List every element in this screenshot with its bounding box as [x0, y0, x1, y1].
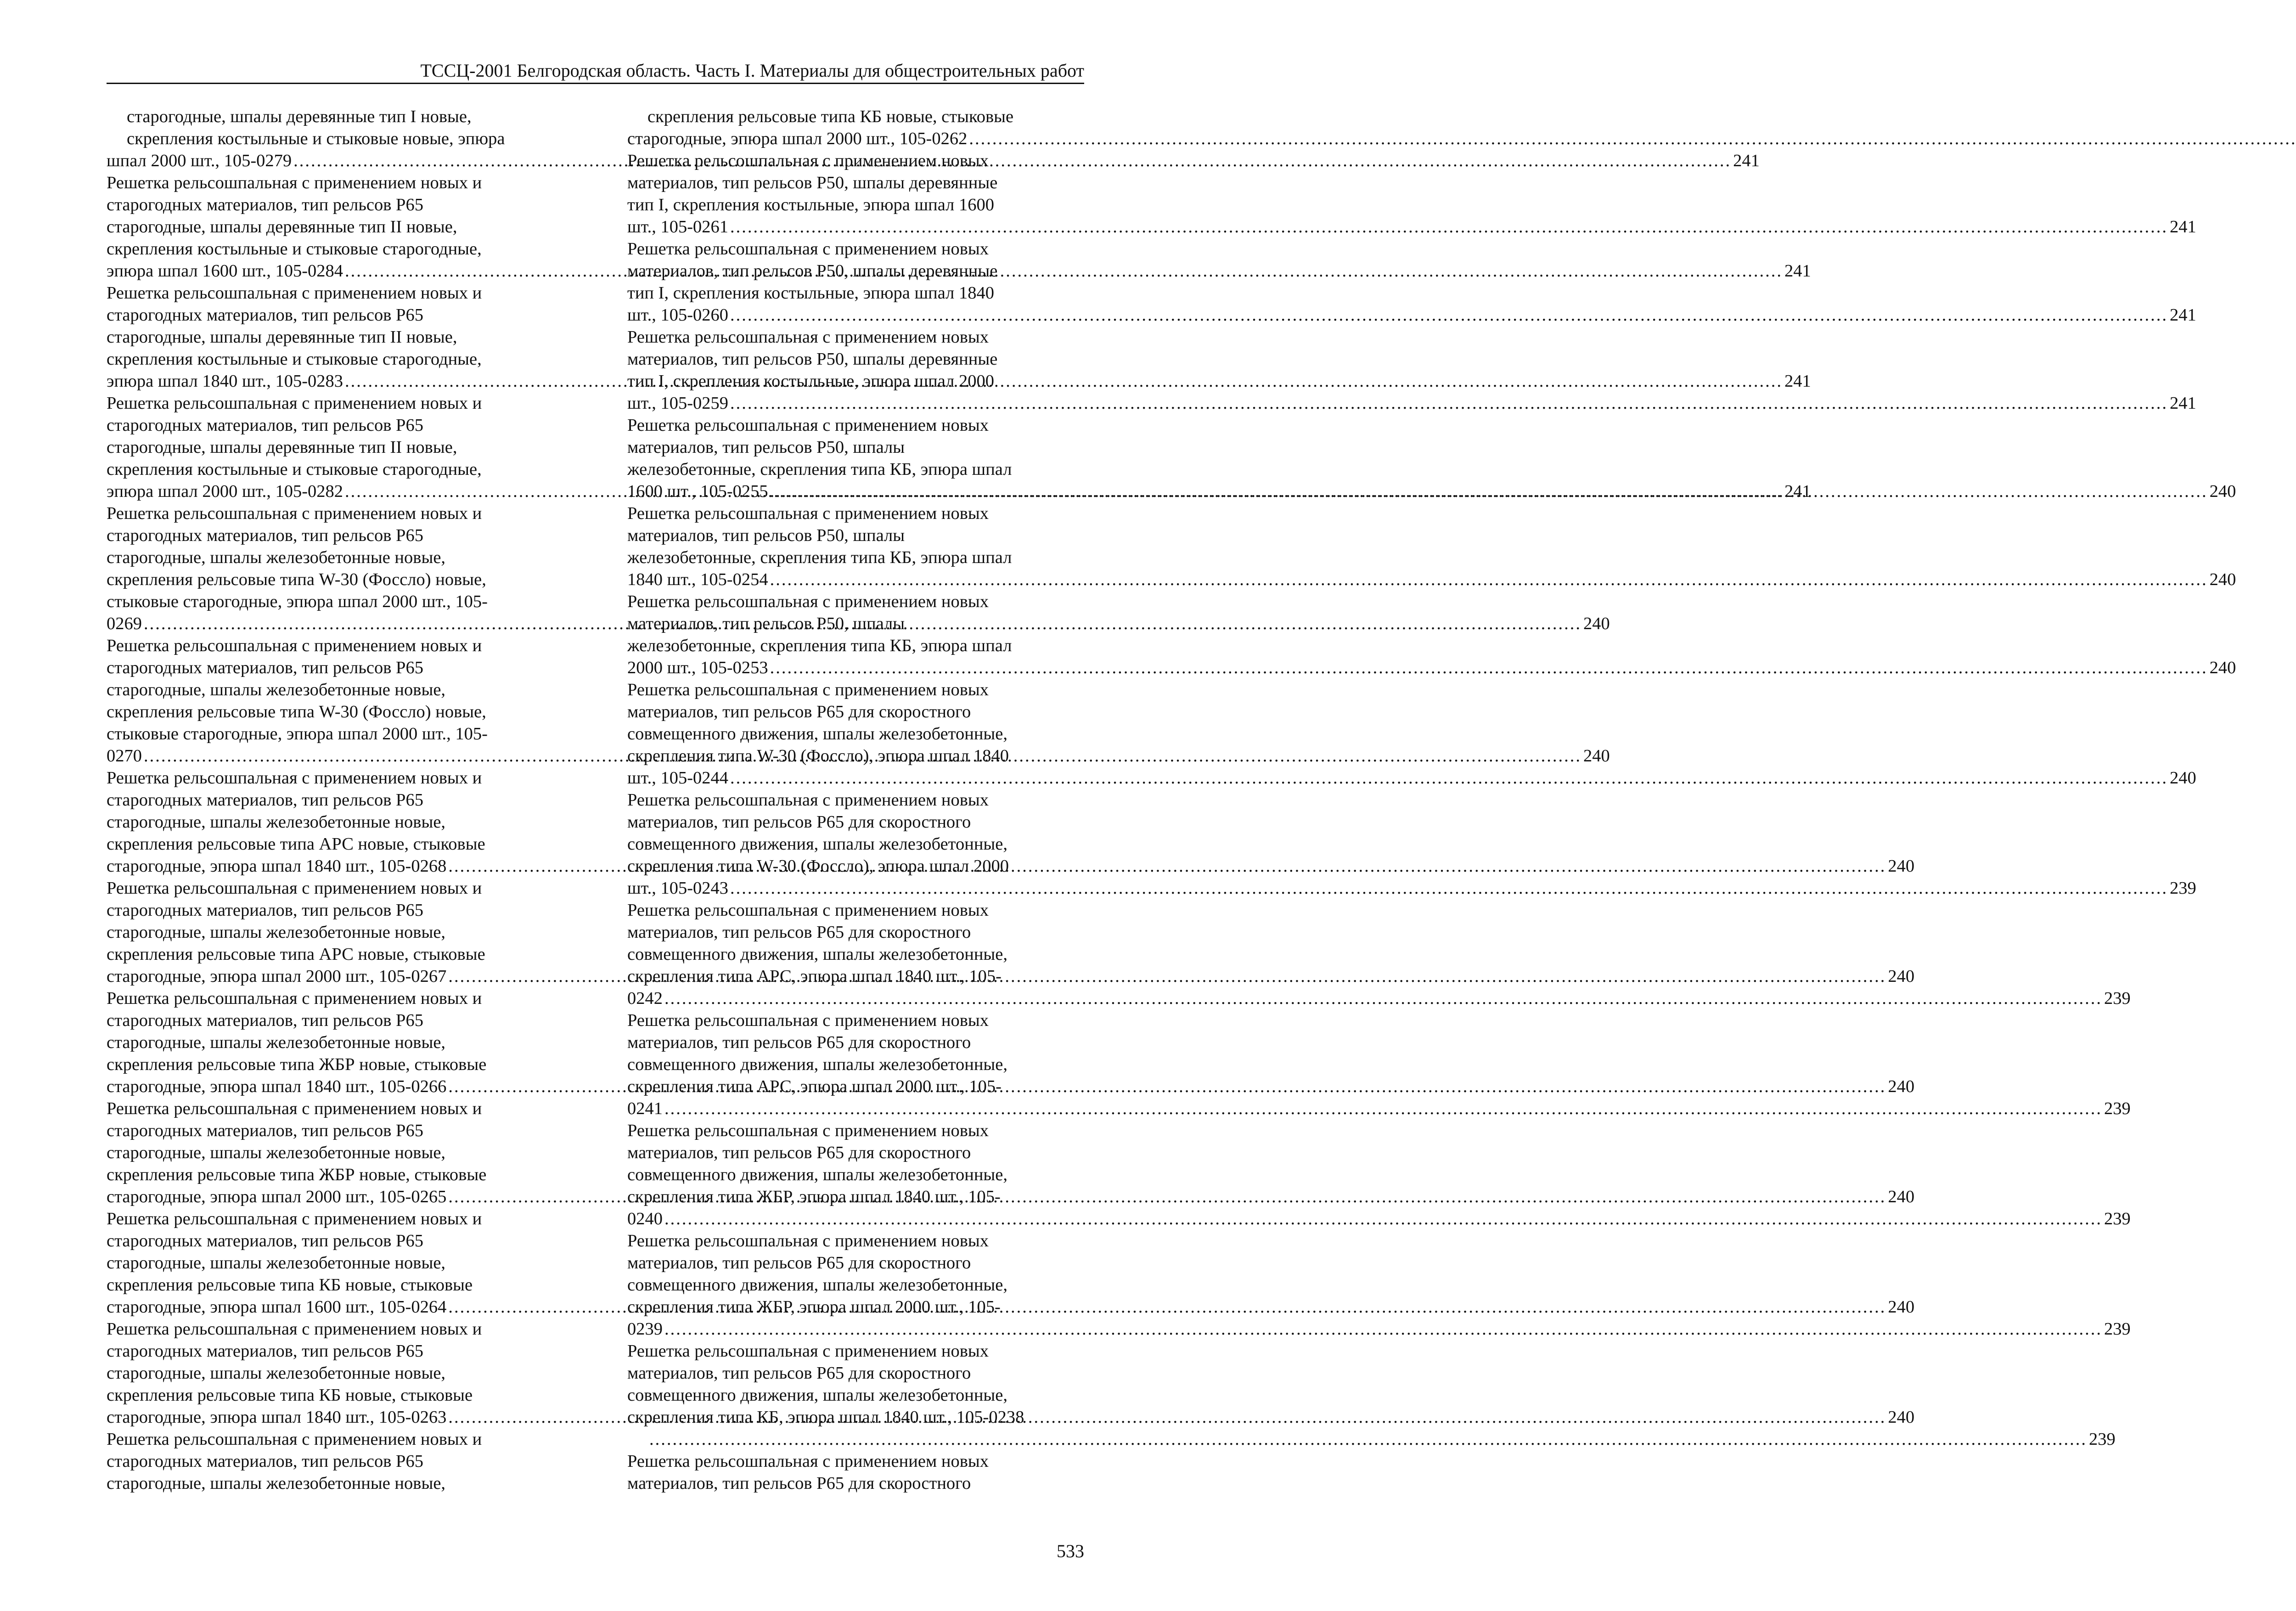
- entry-line: скрепления рельсовые типа ЖБР новые, стыковые: [107, 1055, 487, 1074]
- entry-line: материалов, тип рельсов Р65 для скоростного: [627, 1253, 971, 1273]
- entry-line: Решетка рельсошпальная с применением новых: [627, 592, 989, 611]
- entry-line: Решетка рельсошпальная с применением новых: [627, 790, 989, 810]
- entry-line: стыковые старогодные, эпюра шпал 2000 шт., 105-: [107, 592, 488, 611]
- entry-line: шт., 105-0243: [627, 879, 729, 898]
- entry-page-ref: 240: [1888, 967, 1915, 986]
- entry-page-ref: 240: [1583, 614, 1610, 633]
- entry-line: материалов, тип рельсов Р65 для скоростного: [627, 1033, 971, 1052]
- index-entry: [627, 238, 2196, 326]
- entry-line: скрепления типа ЖБР, эпюра шпал 2000 шт., 105-: [627, 1297, 1001, 1317]
- entry-line: Решетка рельсошпальная с применением новых и: [107, 636, 482, 655]
- entry-line: Решетка рельсошпальная с применением новых и: [107, 989, 482, 1008]
- dot-leader: [730, 304, 2168, 326]
- entry-line: старогодные, эпюра шпал 1840 шт., 105-0263: [107, 1408, 447, 1427]
- entry-line: материалов, тип рельсов Р65 для скоростного: [627, 1143, 971, 1162]
- entry-line: шт., 105-0260: [627, 305, 729, 325]
- entry-line: скрепления рельсовые типа КБ новые, стыковые: [647, 107, 1014, 126]
- entry-line: 0240: [627, 1209, 663, 1228]
- entry-line: тип I, скрепления костыльные, эпюра шпал 2000: [627, 372, 994, 391]
- entry-line: скрепления типа АРС, эпюра шпал 1840 шт., 105-: [627, 967, 1002, 986]
- entry-line: скрепления рельсовые типа ЖБР новые, стыковые: [107, 1165, 487, 1184]
- entry-page-ref: 239: [2089, 1430, 2116, 1449]
- entry-line: Решетка рельсошпальная с применением новых: [627, 504, 989, 523]
- dot-leader: [730, 767, 2168, 789]
- entry-line: скрепления костыльные и стыковые старогодные,: [107, 349, 482, 369]
- entry-line: скрепления типа W-30 (Фоссло), эпюра шпал 1840: [627, 746, 1009, 766]
- entry-line: старогодные, шпалы железобетонные новые,: [107, 923, 446, 942]
- entry-line: старогодные, шпалы деревянные тип I новые,: [127, 107, 472, 126]
- dot-leader: [730, 877, 2168, 899]
- entry-line: материалов, тип рельсов Р50, шпалы: [627, 526, 905, 545]
- entry-line: Решетка рельсошпальная с применением новых: [627, 901, 989, 920]
- dot-leader: [664, 987, 2102, 1009]
- entry-line: материалов, тип рельсов Р65 для скоростного: [627, 812, 971, 832]
- entry-line: 0239: [627, 1319, 663, 1339]
- entry-line: 2000 шт., 105-0253: [627, 658, 768, 677]
- entry-line: Решетка рельсошпальная с применением новых и: [107, 1430, 482, 1449]
- entry-line: Решетка рельсошпальная с применением новых: [627, 1011, 989, 1030]
- entry-line: скрепления рельсовые типа W-30 (Фоссло) новые,: [107, 702, 486, 721]
- entry-line: Решетка рельсошпальная с применением новых и: [107, 768, 482, 788]
- entry-line: старогодных материалов, тип рельсов Р65: [107, 1231, 423, 1250]
- entry-line: Решетка рельсошпальная с применением новых: [627, 1231, 989, 1250]
- entry-line: Решетка рельсошпальная с применением новых и: [107, 879, 482, 898]
- entry-line: скрепления рельсовые типа АРС новые, стыковые: [107, 834, 485, 854]
- entry-line: старогодные, шпалы железобетонные новые,: [107, 1143, 446, 1162]
- entry-line: скрепления костыльные и стыковые старогодные,: [107, 460, 482, 479]
- running-header: [107, 59, 1084, 84]
- entry-line: эпюра шпал 2000 шт., 105-0282: [107, 482, 343, 501]
- index-entry: [627, 1120, 2131, 1230]
- index-entry: [627, 150, 2196, 238]
- entry-line: Решетка рельсошпальная с применением новых: [627, 1452, 989, 1471]
- entry-line: старогодные, шпалы деревянные тип II новые,: [107, 327, 457, 347]
- entry-line: старогодных материалов, тип рельсов Р65: [107, 1011, 423, 1030]
- entry-page-ref: 240: [1888, 856, 1915, 876]
- entry-line: старогодные, шпалы железобетонные новые,: [107, 812, 446, 832]
- entry-line: старогодных материалов, тип рельсов Р65: [107, 305, 423, 325]
- entry-line: старогодных материалов, тип рельсов Р65: [107, 1452, 423, 1471]
- entry-line: тип I, скрепления костыльные, эпюра шпал 1840: [627, 283, 994, 303]
- entry-page-ref: 240: [2209, 482, 2236, 501]
- entry-line: шпал 2000 шт., 105-0279: [107, 151, 292, 170]
- entry-line: старогодные, шпалы железобетонные новые,: [107, 548, 446, 567]
- entry-line: старогодные, эпюра шпал 2000 шт., 105-0265: [107, 1187, 447, 1206]
- dot-leader: [730, 392, 2168, 414]
- entry-line: скрепления рельсовые типа W-30 (Фоссло) новые,: [107, 570, 486, 589]
- entry-page-ref: 241: [2170, 217, 2196, 237]
- entry-line: скрепления типа W-30 (Фоссло), эпюра шпал 2000: [627, 856, 1009, 876]
- entry-line: совмещенного движения, шпалы железобетонные,: [627, 724, 1008, 744]
- index-entry: [627, 679, 2196, 789]
- entry-line: старогодных материалов, тип рельсов Р65: [107, 1341, 423, 1361]
- entry-line: старогодные, эпюра шпал 1840 шт., 105-0266: [107, 1077, 447, 1096]
- entry-line: Решетка рельсошпальная с применением новых: [627, 680, 989, 699]
- entry-line: материалов, тип рельсов Р50, шпалы деревянные: [627, 261, 998, 281]
- dot-leader: [770, 569, 2208, 591]
- index-entry: [627, 106, 1093, 150]
- entry-line: Решетка рельсошпальная с применением новых и: [107, 1319, 482, 1339]
- entry-line: старогодные, шпалы железобетонные новые,: [107, 1033, 446, 1052]
- dot-leader: [730, 216, 2168, 238]
- entry-line: старогодные, шпалы железобетонные новые,: [107, 1253, 446, 1273]
- entry-line: шт., 105-0261: [627, 217, 729, 237]
- entry-line: материалов, тип рельсов Р50, шпалы деревянные: [627, 173, 998, 192]
- entry-page-ref: 240: [1888, 1297, 1915, 1317]
- entry-line: старогодные, эпюра шпал 1600 шт., 105-0264: [107, 1297, 447, 1317]
- entry-line: железобетонные, скрепления типа КБ, эпюра шпал: [627, 636, 1012, 655]
- entry-line: 0269: [107, 614, 142, 633]
- entry-line: 1840 шт., 105-0254: [627, 570, 768, 589]
- entry-line: старогодных материалов, тип рельсов Р65: [107, 526, 423, 545]
- index-entry: [627, 1450, 1093, 1494]
- entry-line: скрепления костыльные и стыковые новые, эпюра: [127, 129, 505, 148]
- entry-page-ref: 240: [1888, 1187, 1915, 1206]
- entry-line: совмещенного движения, шпалы железобетонные,: [627, 945, 1008, 964]
- index-entry: [627, 502, 2236, 591]
- entry-line: материалов, тип рельсов Р65 для скоростного: [627, 1363, 971, 1383]
- entry-line: 0270: [107, 746, 142, 766]
- entry-page-ref: 239: [2104, 1319, 2131, 1339]
- entry-page-ref: 240: [2209, 658, 2236, 677]
- entry-line: Решетка рельсошпальная с применением новых: [627, 239, 989, 259]
- entry-page-ref: 241: [2170, 394, 2196, 413]
- entry-line: скрепления типа КБ, эпюра шпал 1840 шт., 105-0238: [627, 1408, 1024, 1427]
- entry-line: старогодных материалов, тип рельсов Р65: [107, 790, 423, 810]
- index-entry: [627, 591, 2236, 679]
- entry-line: материалов, тип рельсов Р65 для скоростного: [627, 702, 971, 721]
- entry-line: Решетка рельсошпальная с применением новых: [627, 327, 989, 347]
- entry-line: материалов, тип рельсов Р65 для скоростного: [627, 1474, 971, 1493]
- entry-line: железобетонные, скрепления типа КБ, эпюра шпал: [627, 460, 1012, 479]
- entry-line: старогодные, эпюра шпал 1840 шт., 105-0268: [107, 856, 447, 876]
- entry-line: совмещенного движения, шпалы железобетонные,: [627, 1386, 1008, 1405]
- entry-page-ref: 240: [2209, 570, 2236, 589]
- entry-page-ref: 241: [1733, 151, 1760, 170]
- entry-line: материалов, тип рельсов Р50, шпалы деревянные: [627, 349, 998, 369]
- entry-line: старогодные, эпюра шпал 2000 шт., 105-0262: [627, 129, 968, 148]
- entry-page-ref: 239: [2104, 1099, 2131, 1118]
- entry-line: 0242: [627, 989, 663, 1008]
- header-title: ТССЦ-2001 Белгородская область. Часть I. Материалы для общестроительных работ: [420, 60, 1084, 81]
- entry-line: скрепления рельсовые типа КБ новые, стыковые: [107, 1275, 473, 1295]
- entry-line: материалов, тип рельсов Р50, шпалы: [627, 614, 905, 633]
- entry-line: скрепления рельсовые типа КБ новые, стыковые: [107, 1386, 473, 1405]
- dot-leader: [664, 1098, 2102, 1120]
- entry-line: скрепления типа АРС, эпюра шпал 2000 шт., 105-: [627, 1077, 1002, 1096]
- entry-page-ref: 241: [2170, 305, 2196, 325]
- entry-line: эпюра шпал 1600 шт., 105-0284: [107, 261, 343, 281]
- entry-page-ref: 241: [1784, 482, 1811, 501]
- index-entry: [627, 326, 2196, 414]
- dot-leader: [770, 480, 2208, 502]
- entry-line: Решетка рельсошпальная с применением новых и: [107, 173, 482, 192]
- entry-page-ref: 239: [2104, 1209, 2131, 1228]
- entry-line: стыковые старогодные, эпюра шпал 2000 шт., 105-: [107, 724, 488, 744]
- index-entry: [107, 1428, 573, 1494]
- entry-page-ref: 239: [2170, 879, 2196, 898]
- entry-line: Решетка рельсошпальная с применением новых: [627, 151, 989, 170]
- entry-line: старогодные, шпалы деревянные тип II новые,: [107, 217, 457, 237]
- index-column-right: [627, 106, 2236, 1494]
- entry-line: Решетка рельсошпальная с применением новых и: [107, 1209, 482, 1228]
- entry-line: старогодные, эпюра шпал 2000 шт., 105-0267: [107, 967, 447, 986]
- entry-line: старогодных материалов, тип рельсов Р65: [107, 658, 423, 677]
- dot-leader: [649, 1428, 2087, 1450]
- entry-line: Решетка рельсошпальная с применением новых и: [107, 394, 482, 413]
- entry-line: железобетонные, скрепления типа КБ, эпюра шпал: [627, 548, 1012, 567]
- entry-line: старогодные, шпалы железобетонные новые,: [107, 1363, 446, 1383]
- dot-leader: [664, 1318, 2102, 1340]
- entry-line: Решетка рельсошпальная с применением новых: [627, 1121, 989, 1140]
- entry-page-ref: 241: [1784, 372, 1811, 391]
- entry-line: старогодные, шпалы железобетонные новые,: [107, 1474, 446, 1493]
- entry-line: Решетка рельсошпальная с применением новых и: [107, 283, 482, 303]
- entry-line: Решетка рельсошпальная с применением новых и: [107, 1099, 482, 1118]
- entry-line: Решетка рельсошпальная с применением новых: [627, 1341, 989, 1361]
- entry-line: скрепления типа ЖБР, эпюра шпал 1840 шт., 105-: [627, 1187, 1001, 1206]
- entry-line: совмещенного движения, шпалы железобетонные,: [627, 1165, 1008, 1184]
- entry-line: шт., 105-0259: [627, 394, 729, 413]
- entry-line: старогодные, шпалы деревянные тип II новые,: [107, 438, 457, 457]
- entry-line: 1600 шт., 105-0255: [627, 482, 768, 501]
- entry-line: старогодных материалов, тип рельсов Р65: [107, 195, 423, 214]
- entry-line: скрепления рельсовые типа АРС новые, стыковые: [107, 945, 485, 964]
- entry-line: скрепления костыльные и стыковые старогодные,: [107, 239, 482, 259]
- entry-line: материалов, тип рельсов Р65 для скоростного: [627, 923, 971, 942]
- page-number: 533: [1057, 1541, 1084, 1561]
- entry-line: старогодные, шпалы железобетонные новые,: [107, 680, 446, 699]
- dot-leader: [969, 128, 2296, 150]
- entry-line: эпюра шпал 1840 шт., 105-0283: [107, 372, 343, 391]
- entry-line: совмещенного движения, шпалы железобетонные,: [627, 1275, 1008, 1295]
- entry-page-ref: 240: [2170, 768, 2196, 788]
- dot-leader: [770, 657, 2208, 679]
- entry-page-ref: 239: [2104, 989, 2131, 1008]
- entry-line: тип I, скрепления костыльные, эпюра шпал 1600: [627, 195, 994, 214]
- entry-line: совмещенного движения, шпалы железобетонные,: [627, 1055, 1008, 1074]
- entry-line: старогодных материалов, тип рельсов Р65: [107, 1121, 423, 1140]
- entry-line: старогодных материалов, тип рельсов Р65: [107, 901, 423, 920]
- entry-line: совмещенного движения, шпалы железобетонные,: [627, 834, 1008, 854]
- entry-page-ref: 240: [1888, 1408, 1915, 1427]
- dot-leader: [664, 1208, 2102, 1230]
- entry-line: старогодных материалов, тип рельсов Р65: [107, 416, 423, 435]
- entry-line: шт., 105-0244: [627, 768, 729, 788]
- entry-line: Решетка рельсошпальная с применением новых и: [107, 504, 482, 523]
- entry-page-ref: 240: [1888, 1077, 1915, 1096]
- entry-page-ref: 240: [1583, 746, 1610, 766]
- entry-line: 0241: [627, 1099, 663, 1118]
- entry-page-ref: 241: [1784, 261, 1811, 281]
- entry-line: материалов, тип рельсов Р50, шпалы: [627, 438, 905, 457]
- entry-line: Решетка рельсошпальная с применением новых: [627, 416, 989, 435]
